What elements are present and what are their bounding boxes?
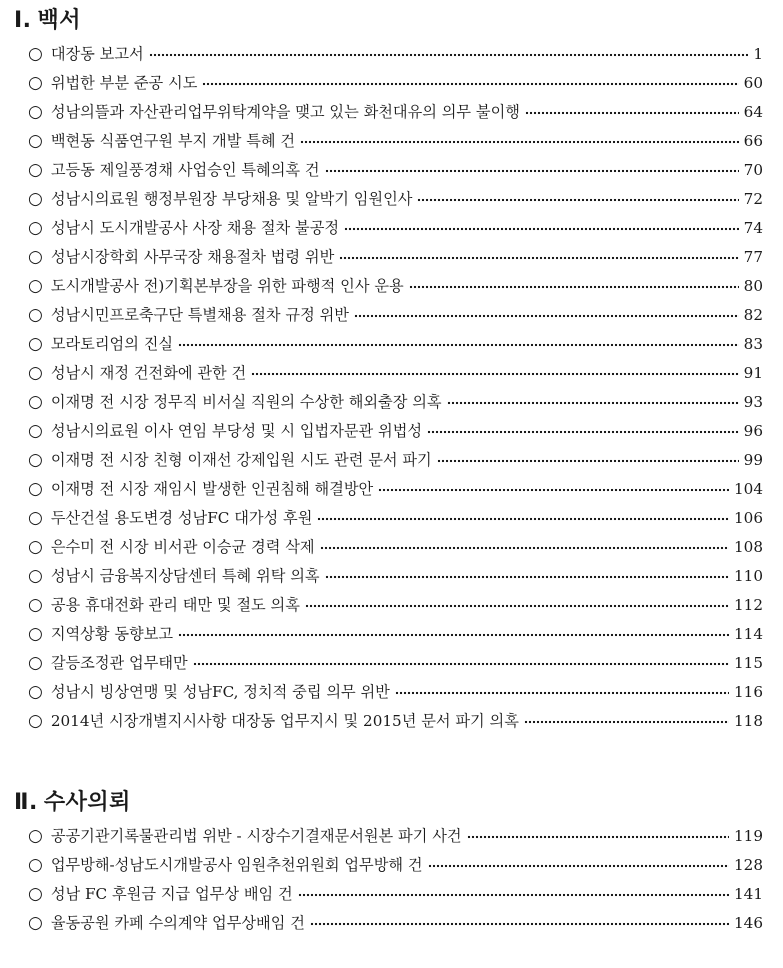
toc-entry-title: 갈등조정관 업무태만 [50, 654, 188, 672]
dot-leader [202, 82, 738, 86]
toc-entry-title: 율동공원 카페 수의계약 업무상배임 건 [50, 914, 305, 932]
toc-page-number: 83 [743, 335, 763, 353]
toc-entry-title: 성남시의료원 행정부원장 부당채용 및 알박기 임원인사 [50, 190, 413, 208]
toc-entry-title: 이재명 전 시장 정무직 비서실 직원의 수상한 해외출장 의혹 [50, 393, 442, 411]
toc-entry [28, 649, 763, 678]
toc-page-number: 77 [743, 248, 763, 266]
toc-entry [28, 880, 763, 909]
toc-entry [28, 301, 763, 330]
toc-page-number: 64 [743, 103, 763, 121]
circle-bullet-icon: ○ [28, 247, 43, 267]
toc-entry [28, 127, 763, 156]
toc-entry-title: 업무방해-성남도시개발공사 임원추천위원회 업무방해 건 [50, 856, 423, 874]
circle-bullet-icon: ○ [28, 479, 43, 499]
toc-entry [28, 272, 763, 301]
toc-entry-title: 성남시민프로축구단 특별채용 절차 규정 위반 [50, 306, 349, 324]
circle-bullet-icon: ○ [28, 884, 43, 904]
section-numeral: Ⅰ. [14, 8, 32, 33]
toc-entry-title: 성남시 빙상연맹 및 성남FC, 정치적 중립 의무 위반 [50, 683, 390, 701]
toc-entry [28, 533, 763, 562]
dot-leader [395, 691, 729, 695]
toc-entry [28, 620, 763, 649]
toc-entry [28, 822, 763, 851]
circle-bullet-icon: ○ [28, 334, 43, 354]
section-gap [14, 736, 763, 788]
dot-leader [317, 517, 729, 521]
toc-entry [28, 214, 763, 243]
toc-page-number: 80 [743, 277, 763, 295]
toc-entry-title: 성남시 재정 건전화에 관한 건 [50, 364, 247, 382]
toc-page-number: 72 [743, 190, 763, 208]
dot-leader [178, 633, 729, 637]
section-title [14, 788, 763, 818]
toc-entry [28, 678, 763, 707]
toc-entry-title: 이재명 전 시장 친형 이재선 강제입원 시도 관련 문서 파기 [50, 451, 432, 469]
dot-leader [339, 256, 738, 260]
toc-entry-title: 이재명 전 시장 재임시 발생한 인권침해 해결방안 [50, 480, 374, 498]
circle-bullet-icon: ○ [28, 218, 43, 238]
dot-leader [428, 864, 729, 868]
toc-page-number: 118 [734, 712, 763, 730]
toc-list [14, 40, 763, 736]
dot-leader [310, 922, 729, 926]
toc-page-number: 114 [734, 625, 763, 643]
section-title-text: 백서 [37, 8, 82, 33]
toc-page-number: 96 [743, 422, 763, 440]
toc-entry-title: 모라토리엄의 진실 [50, 335, 174, 353]
circle-bullet-icon: ○ [28, 189, 43, 209]
toc-entry [28, 388, 763, 417]
toc-entry [28, 417, 763, 446]
circle-bullet-icon: ○ [28, 595, 43, 615]
toc-entry [28, 446, 763, 475]
toc-page-number: 66 [743, 132, 763, 150]
toc-entry-title: 위법한 부분 준공 시도 [50, 74, 198, 92]
toc-entry-title: 성남시장학회 사무국장 채용절차 법령 위반 [50, 248, 335, 266]
toc-entry [28, 330, 763, 359]
toc-entry-title: 2014년 시장개별지시사항 대장동 업무지시 및 2015년 문서 파기 의혹 [50, 712, 519, 730]
circle-bullet-icon: ○ [28, 624, 43, 644]
toc-entry-title: 성남시 금융복지상담센터 특혜 위탁 의혹 [50, 567, 320, 585]
toc-entry [28, 40, 763, 69]
toc-page-number: 74 [743, 219, 763, 237]
section-numeral: Ⅱ. [14, 790, 38, 815]
circle-bullet-icon: ○ [28, 363, 43, 383]
dot-leader [524, 720, 729, 724]
circle-bullet-icon: ○ [28, 450, 43, 470]
toc-entry-title: 백현동 식품연구원 부지 개발 특혜 건 [50, 132, 296, 150]
circle-bullet-icon: ○ [28, 653, 43, 673]
toc-page-number: 128 [734, 856, 763, 874]
toc-page-number: 141 [734, 885, 763, 903]
toc-entry [28, 69, 763, 98]
toc-entry [28, 562, 763, 591]
toc-entry [28, 243, 763, 272]
toc-entry-title: 도시개발공사 전)기획본부장을 위한 파행적 인사 운용 [50, 277, 404, 295]
circle-bullet-icon: ○ [28, 276, 43, 296]
dot-leader [378, 488, 729, 492]
circle-bullet-icon: ○ [28, 73, 43, 93]
circle-bullet-icon: ○ [28, 305, 43, 325]
toc-list [14, 822, 763, 938]
toc-page-number: 112 [734, 596, 763, 614]
toc-entry-title: 은수미 전 시장 비서관 이승균 경력 삭제 [50, 538, 315, 556]
dot-leader [354, 314, 739, 318]
dot-leader [320, 546, 729, 550]
toc-entry [28, 475, 763, 504]
circle-bullet-icon: ○ [28, 711, 43, 731]
toc-entry-title: 두산건설 용도변경 성남FC 대가성 후원 [50, 509, 313, 527]
dot-leader [467, 835, 729, 839]
circle-bullet-icon: ○ [28, 566, 43, 586]
circle-bullet-icon: ○ [28, 682, 43, 702]
section-title-text: 수사의뢰 [43, 790, 131, 815]
circle-bullet-icon: ○ [28, 913, 43, 933]
dot-leader [149, 53, 748, 57]
toc-entry-title: 성남 FC 후원금 지급 업무상 배임 건 [50, 885, 293, 903]
toc-page-number: 93 [743, 393, 763, 411]
toc-entry [28, 185, 763, 214]
dot-leader [525, 111, 739, 115]
section-title [14, 6, 763, 36]
toc-page-number: 110 [734, 567, 763, 585]
dot-leader [427, 430, 739, 434]
circle-bullet-icon: ○ [28, 421, 43, 441]
circle-bullet-icon: ○ [28, 826, 43, 846]
dot-leader [305, 604, 729, 608]
toc-entry-title: 성남의뜰과 자산관리업무위탁계약을 맺고 있는 화천대유의 의무 불이행 [50, 103, 520, 121]
circle-bullet-icon: ○ [28, 392, 43, 412]
toc-entry [28, 909, 763, 938]
toc-page-number: 70 [743, 161, 763, 179]
toc-page-number: 1 [753, 45, 763, 63]
circle-bullet-icon: ○ [28, 508, 43, 528]
toc-entry [28, 504, 763, 533]
dot-leader [193, 662, 729, 666]
circle-bullet-icon: ○ [28, 44, 43, 64]
toc-entry [28, 98, 763, 127]
toc-entry-title: 성남시의료원 이사 연임 부당성 및 시 입법자문관 위법성 [50, 422, 423, 440]
toc-page-number: 115 [734, 654, 763, 672]
circle-bullet-icon: ○ [28, 855, 43, 875]
toc-page-number: 146 [734, 914, 763, 932]
toc-page-number: 106 [734, 509, 763, 527]
toc-page-number: 119 [734, 827, 763, 845]
toc-page-number: 60 [743, 74, 763, 92]
dot-leader [298, 893, 729, 897]
toc-entry-title: 성남시 도시개발공사 사장 채용 절차 불공정 [50, 219, 340, 237]
toc-page-number: 104 [734, 480, 763, 498]
toc-page-number: 99 [743, 451, 763, 469]
toc-entry-title: 공공기관기록물관리법 위반 - 시장수기결재문서원본 파기 사건 [50, 827, 462, 845]
circle-bullet-icon: ○ [28, 537, 43, 557]
circle-bullet-icon: ○ [28, 131, 43, 151]
dot-leader [417, 198, 738, 202]
toc-entry [28, 156, 763, 185]
toc-entry [28, 591, 763, 620]
toc-entry-title: 고등동 제일풍경채 사업승인 특혜의혹 건 [50, 161, 320, 179]
dot-leader [437, 459, 739, 463]
toc-entry [28, 359, 763, 388]
dot-leader [325, 575, 729, 579]
table-of-contents [14, 6, 763, 938]
toc-entry-title: 대장동 보고서 [50, 45, 144, 63]
dot-leader [178, 343, 739, 347]
dot-leader [447, 401, 739, 405]
circle-bullet-icon: ○ [28, 160, 43, 180]
dot-leader [409, 285, 739, 289]
toc-entry [28, 851, 763, 880]
toc-page-number: 91 [743, 364, 763, 382]
dot-leader [325, 169, 739, 173]
toc-page-number: 116 [734, 683, 763, 701]
toc-entry-title: 지역상황 동향보고 [50, 625, 174, 643]
dot-leader [344, 227, 739, 231]
toc-entry [28, 707, 763, 736]
toc-page-number: 82 [743, 306, 763, 324]
dot-leader [300, 140, 739, 144]
toc-page-number: 108 [734, 538, 763, 556]
toc-entry-title: 공용 휴대전화 관리 태만 및 절도 의혹 [50, 596, 300, 614]
circle-bullet-icon: ○ [28, 102, 43, 122]
dot-leader [251, 372, 738, 376]
